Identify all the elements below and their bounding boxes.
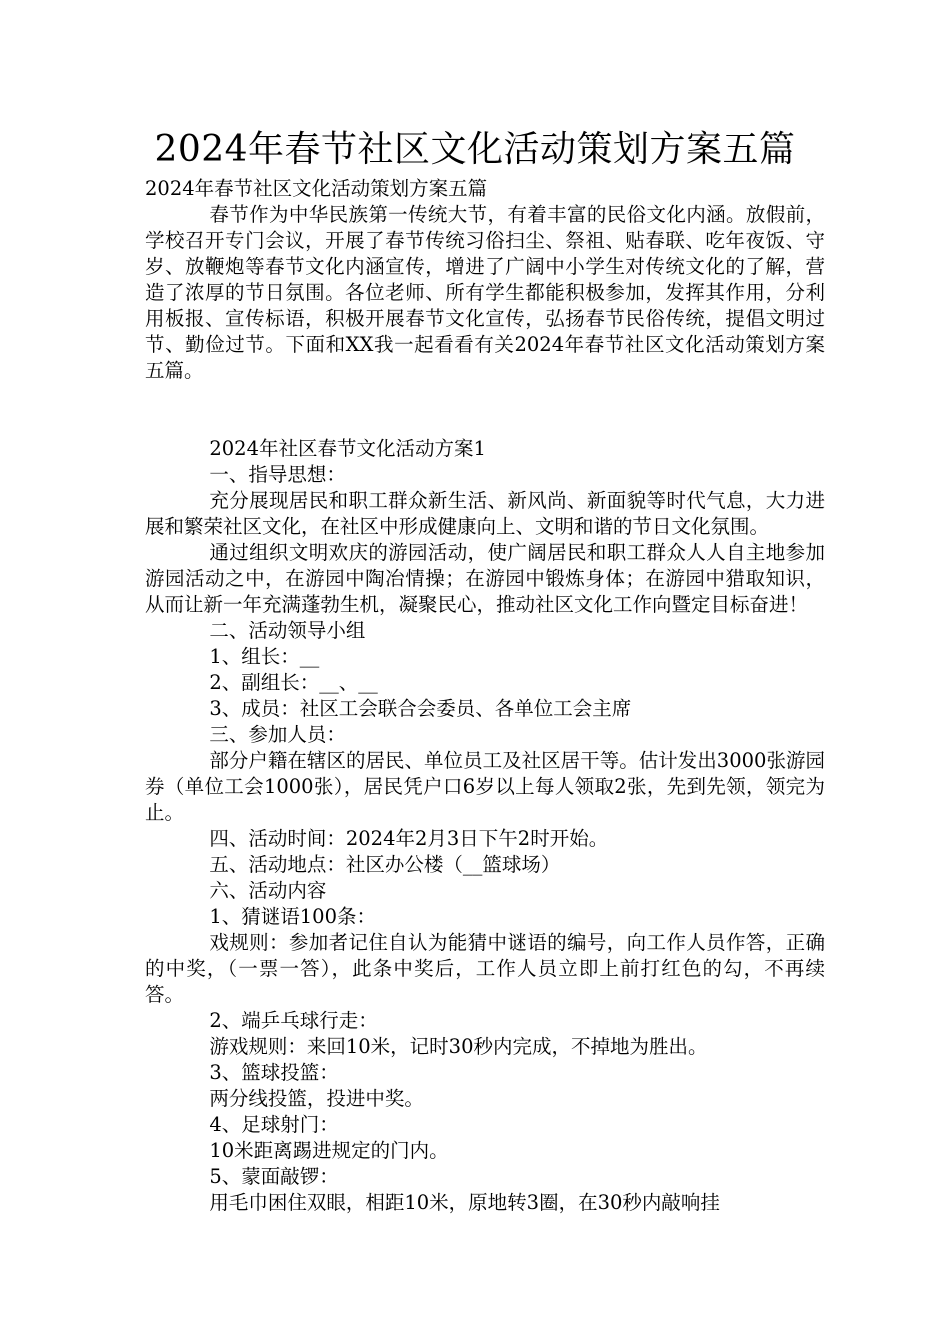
list-item-deputy-leader: 2、副组长：__、__ [209, 671, 378, 694]
document-body [145, 176, 825, 1216]
item-riddles: 1、猜谜语100条： [209, 905, 376, 928]
list-item-members: 3、成员：社区工会联合会委员、各单位工会主席 [209, 697, 632, 720]
rule-football: 10米距离踢进规定的门内。 [209, 1139, 449, 1162]
heading-leadership: 二、活动领导小组 [209, 619, 366, 642]
rule-pingpong-walk: 游戏规则：来回10米，记时30秒内完成，不掉地为胜出。 [209, 1035, 708, 1058]
paragraph-participants: 部分户籍在辖区的居民、单位员工及社区居干等。估计发出3000张游园券（单位工会1000张），居民凭户口6岁以上每人领取2张，先到先领，领完为止。 [145, 749, 825, 824]
paragraph-gap [145, 384, 825, 436]
activity-location: 五、活动地点：社区办公楼（__篮球场） [209, 853, 561, 876]
rule-blindfold-gong: 用毛巾困住双眼，相距10米，原地转3圈，在30秒内敲响挂 [209, 1191, 720, 1214]
heading-participants: 三、参加人员： [209, 723, 346, 746]
item-blindfold-gong: 5、蒙面敲锣： [209, 1165, 339, 1188]
item-pingpong-walk: 2、端乒乓球行走： [209, 1009, 378, 1032]
list-item-leader: 1、组长：__ [209, 645, 320, 668]
item-football: 4、足球射门： [209, 1113, 339, 1136]
section-title: 2024年社区春节文化活动方案1 [209, 437, 486, 460]
intro-paragraph: 春节作为中华民族第一传统大节，有着丰富的民俗文化内涵。放假前，学校召开专门会议，开展了春节传统习俗扫尘、祭祖、贴春联、吃年夜饭、守岁、放鞭炮等春节文化内涵宣传，增进了广阔中小学生对传统文化的了解，营造了浓厚的节日氛围。各位老师、所有学生都能积极参加，发挥其作用，分利用板报、宣传标语，积极开展春节文化宣传，弘扬春节民俗传统，提倡文明过节、勤俭过节。下面和XX我一起看看有关2024年春节社区文化活动策划方案五篇。 [145, 203, 825, 382]
item-basketball: 3、篮球投篮： [209, 1061, 339, 1084]
heading-activity-content: 六、活动内容 [209, 879, 327, 902]
activity-time: 四、活动时间：2024年2月3日下午2时开始。 [209, 827, 609, 850]
heading-guiding-thought: 一、指导思想： [209, 463, 346, 486]
rule-riddles: 戏规则：参加者记住自认为能猜中谜语的编号，向工作人员作答，正确的中奖，（一票一答），此条中奖后，工作人员立即上前打红色的勾，不再续答。 [145, 931, 825, 1006]
document-title: 2024年春节社区文化活动策划方案五篇 [154, 129, 796, 170]
paragraph-guiding-2: 通过组织文明欢庆的游园活动，使广阔居民和职工群众人人自主地参加游园活动之中，在游园中陶冶情操；在游园中锻炼身体；在游园中猎取知识，从而让新一年充满蓬勃生机，凝聚民心，推动社区文化工作向暨定目标奋进！ [145, 541, 825, 616]
paragraph-guiding-1: 充分展现居民和职工群众新生活、新风尚、新面貌等时代气息，大力进展和繁荣社区文化，在社区中形成健康向上、文明和谐的节日文化氛围。 [145, 489, 825, 538]
rule-basketball: 两分线投篮，投进中奖。 [209, 1087, 424, 1110]
document-subtitle: 2024年春节社区文化活动策划方案五篇 [145, 177, 488, 200]
